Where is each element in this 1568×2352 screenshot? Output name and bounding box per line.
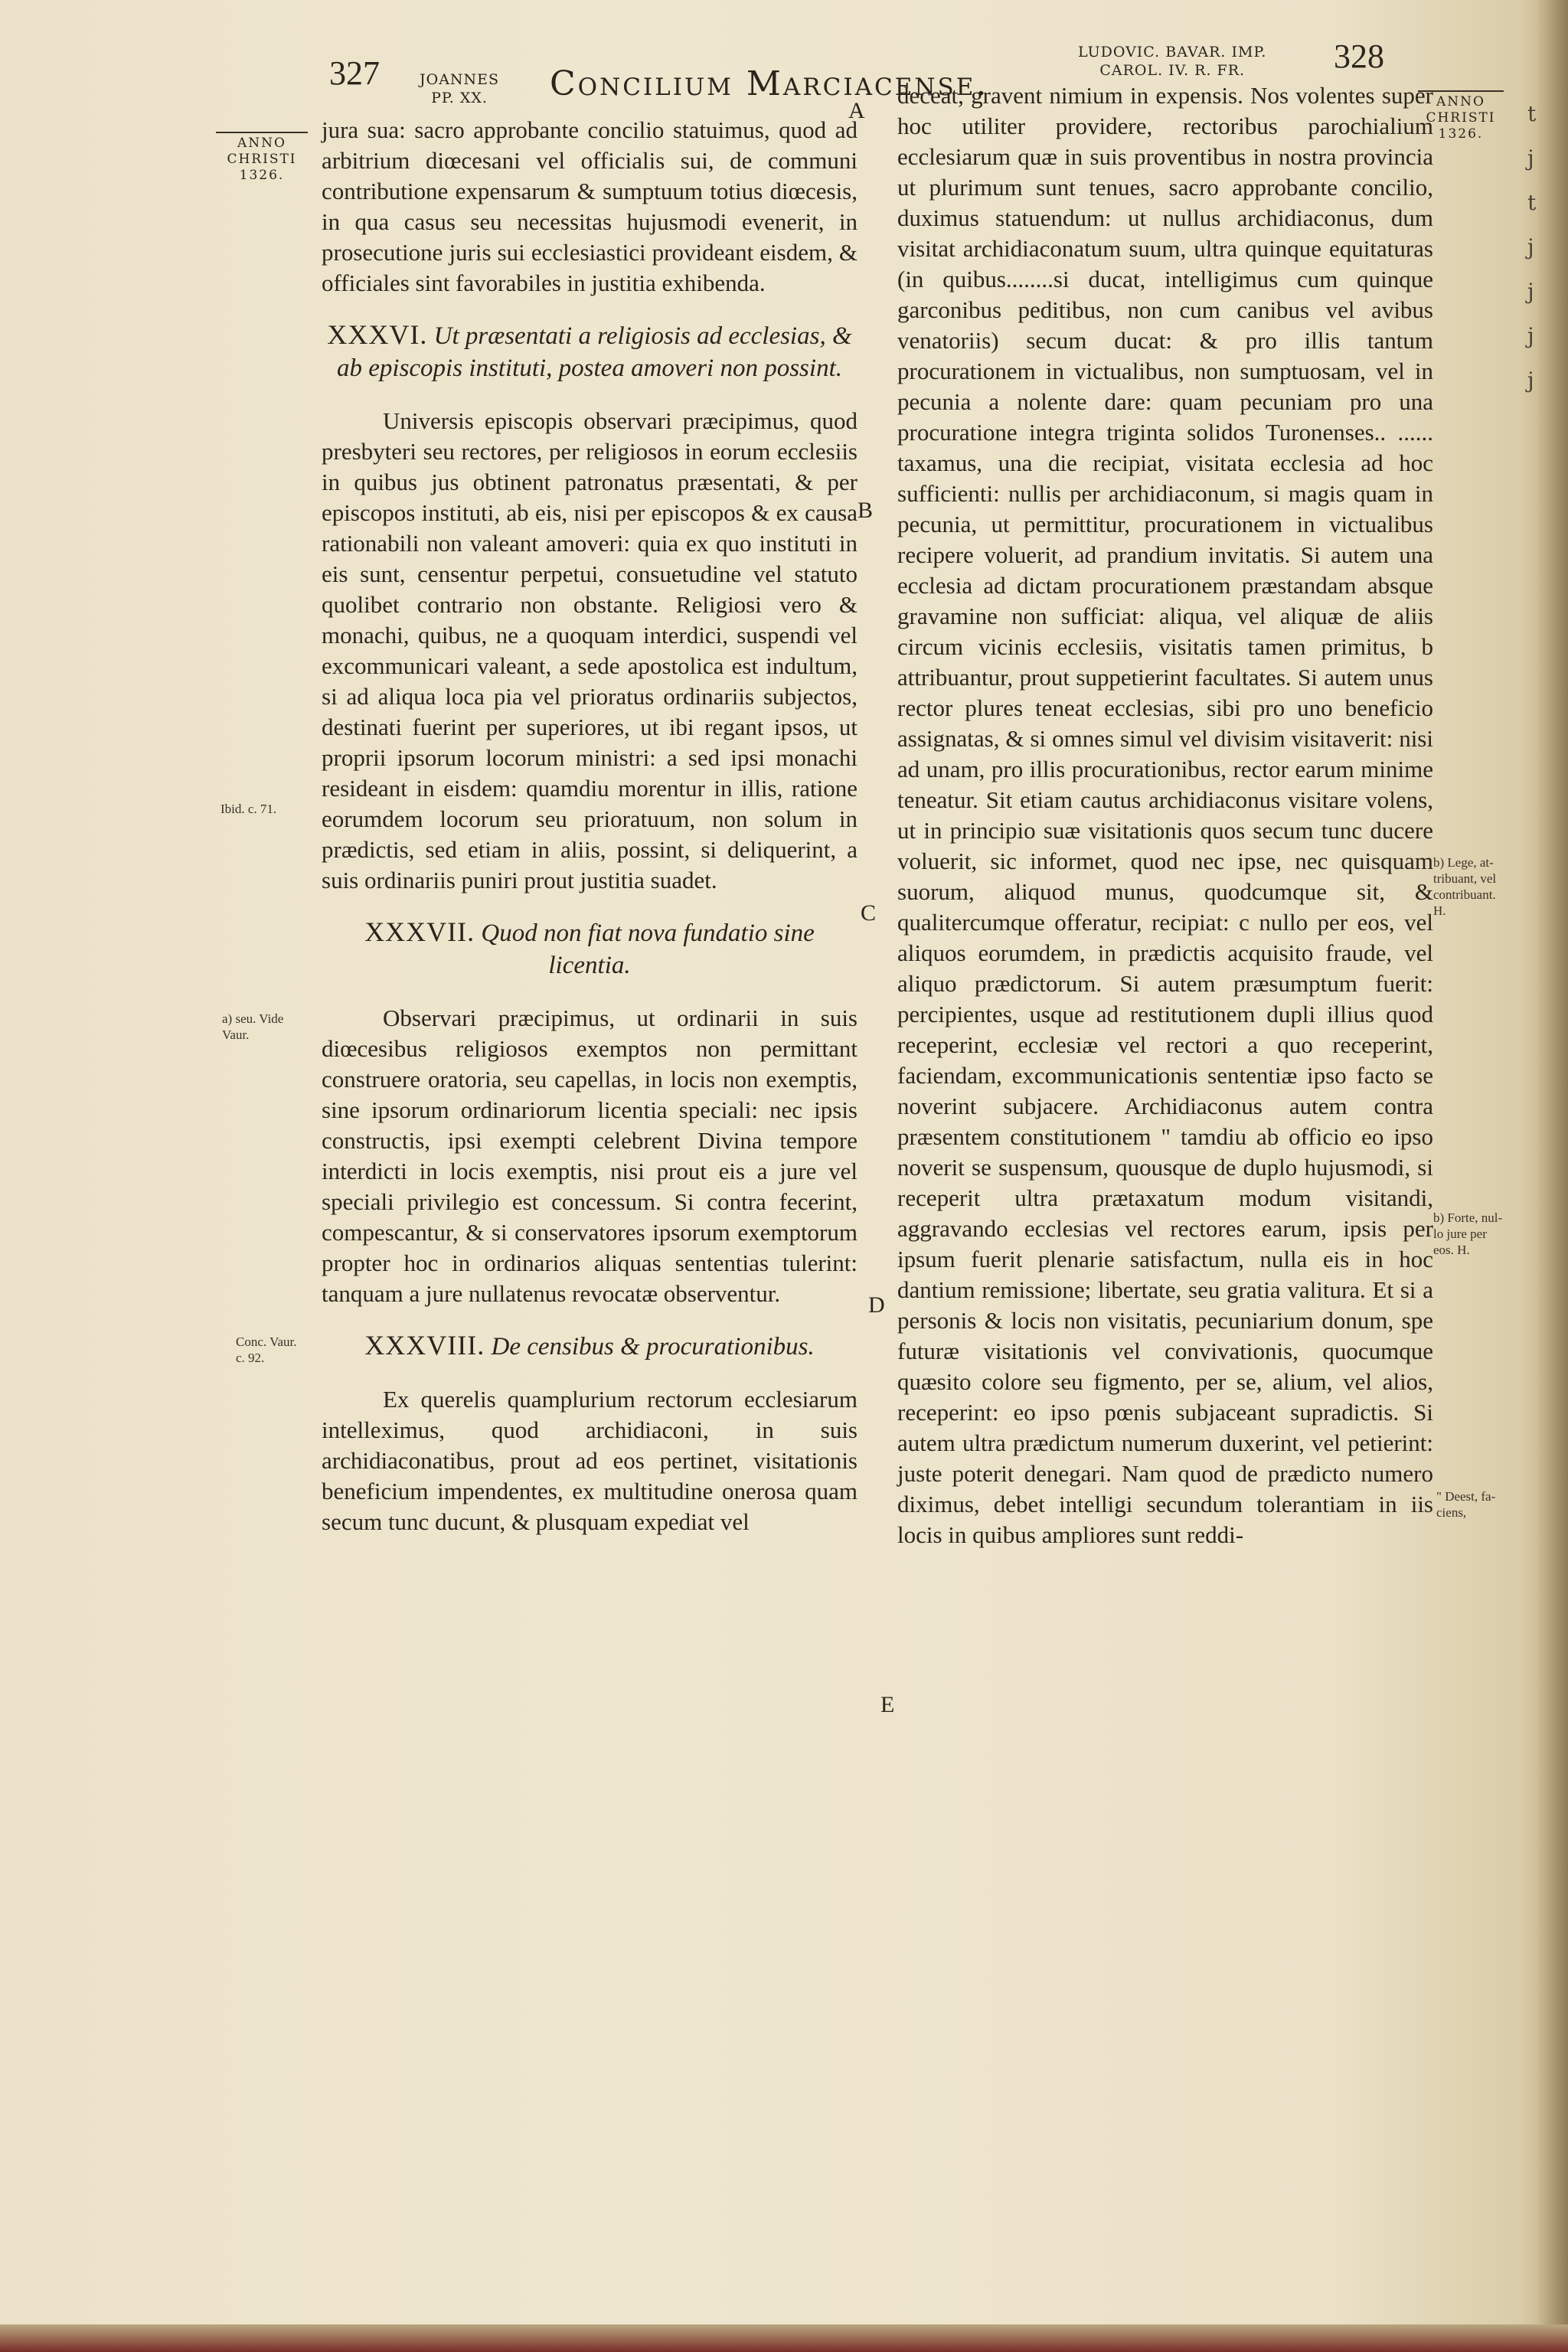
right-column [897, 80, 1433, 1569]
section-title: De censibus & procurationibus. [491, 1333, 815, 1361]
left-para-3: Observari præcipimus, ut ordinarii in suis diœcesibus religiosos exemptos non permittant construere oratoria, seu capellas, in locis non exemptis, sine ipsorum ordinariorum licentia speciali: nec ipsis constructis, ipsi exempti celebrent Divina tempore interdicti in locis exemptis, nisi prout eis a jure vel speciali privilegio est concessum. Si contra fecerint, compescantur, & si conservatores ipsorum exemptorum propter hoc in ordinarios aliquas sententias tulerint: tanquam a jure nullatenus revocatæ observentur. [322, 1004, 858, 1307]
section-letter-c: C [861, 900, 877, 926]
left-running-head: JOANNES PP. XX. [420, 71, 500, 106]
margin-note-d: " Deest, fa- ciens, [1436, 1489, 1496, 1520]
section-xxxvi-heading [322, 318, 858, 384]
section-letter-e: E [880, 1692, 895, 1717]
right-para-1: deceat, gravent nimium in expensis. Nos volentes super hoc utiliter providere, rectoribus parochialium ecclesiarum quæ in suis proventibus in nostra provincia ut plurimum sunt tenues, sacro approbante concilio, duximus statuendum: ut nullus archidiaconus, dum visitat archidiaconatum suum, ultra quinque equitaturas (in quibus........si ducat, intelligimus cum quinque garconibus peditibus, non cum canibus vel avibus venatoriis) secum ducat: & pro illis tantum procurationem in victualibus, non sumptuosam, vel in pecunia a nolente dare: quam pecuniam pro una procuratione integra triginta solidos Turonenses.. ...... taxamus, una die recipiat, visitata ecclesia ad hoc sufficienti: nullis per archidiaconum, si magis quam in pecunia, ut permittitur, procurationem in victualibus recipere voluerit, ad prandium invitatis. Si autem una ecclesia ad dictam procurationem præstandam absque gravamine non sufficiat: aliqua, vel aliquæ de aliis circum vicinis ecclesiis, visitatis tamen primitus, b attribuantur, prout suppetierint facultates. Si autem unus rector plures teneat ecclesias, sibi pro uno beneficio assignatas, & si omnes simul vel divisim visitaverit: nisi ad unam, pro illis procurationibus, rector earum minime teneatur. Sit etiam cautus archidiaconus visitare volens, ut in principio suæ visitationis quos secum tunc ducere voluerit, sic informet, quod nec ipse, nec quisquam suorum, aliquod munus, quodcumque sit, & qualitercumque offeratur, recipiat: c nullo per eos, vel aliquos eorumdem, in prædictis acquisito fraude, vel aliquo prædictorum. Si autem præsumptum fuerit: percipientes, usque ad restitutionem dupli illius quod receperint, ecclesiæ vel rectori a quo receperint, faciendam, excommunicationis sententiæ ipso facto se noverint subjacere. Archidiaconus autem contra præsentem constitutionem " tamdiu ab officio eo ipso noverit se suspensum, quousque de duplo hujusmodi, si receperit ultra prætaxatum modum visitandi, aggravando ecclesias vel rectores earum, ipsis per ipsum fuerit plenarie satisfactum, nulla eis in hoc dantium remissione; libertate, seu gratia valitura. Et si a personis & locis non visitatis, pecuniarium donum, spe futuræ visitationis vel convivationis, quocumque quæsito colore seu figmento, per se, alium, vel alios, receperint: eo ipso pœnis subjaceant supradictis. Si autem ultra prædictum numerum duxerint, vel petierint: juste poterit denegari. Nam quod de prædicto numero diximus, debet intelligi secundum tolerantiam in iis locis in quibus ampliores sunt reddi- [897, 82, 1433, 1548]
section-number: XXXVIII. [364, 1330, 485, 1361]
margin-ref-ibid: Ibid. c. 71. [220, 802, 277, 816]
anno-christi-right: ANNO CHRISTI 1326. [1418, 90, 1504, 142]
margin-note-c: b) Forte, nul- lo jure per eos. H. [1433, 1210, 1503, 1257]
right-running-head: LUDOVIC. BAVAR. IMP. CAROL. IV. R. FR. [1078, 44, 1267, 79]
left-para-4: Ex querelis quamplurium rectorum ecclesiarum intelleximus, quod archidiaconi, in suis archidiaconatibus, prout ad eos pertinet, visitationis beneficium impendentes, ex multitudine onerosa quam secum tunc ducunt, & plusquam expediat vel [322, 1386, 858, 1535]
margin-ref-conc-vaur: Conc. Vaur. c. 92. [236, 1334, 297, 1365]
section-number: XXXVII. [364, 916, 475, 947]
margin-ref-seu-vide: a) seu. Vide Vaur. [222, 1011, 284, 1042]
section-letter-b: B [858, 498, 874, 523]
section-title: Ut præsentati a religiosis ad ecclesias, & ab episcopis instituti, postea amoveri non possint. [337, 322, 852, 382]
section-letter-a: A [848, 98, 865, 123]
section-title: Quod non fiat nova fundatio sine licentia. [481, 920, 815, 979]
left-para-2: Universis episcopis observari præcipimus, quod presbyteri seu rectores, per religiosos in eorum ecclesiis in quibus jus obtinent patronatus præsentati, & per episcopos instituti, ab eis, nisi per episcopos & ex causa rationabili non valeant amoveri: quia ex quo instituti in eis sunt, censentur perpetui, consuetudine vel statuto quolibet contrario non obstante. Religiosi vero & monachi, quibus, ne a quoquam interdici, suspendi vel excommunicari valeant, a sede apostolica est indultum, si ad aliqua loca pia vel prioratus ordinariis subjectos, destinati fuerint per superiores, ut ibi regant ipsos, ut proprii ipsorum locorum ministri: a sed ipsi monachi resideant in eisdem: quamdiu morentur in illis, ratione eorumdem locorum seu prioratuum, non solum in prædictis, sed etiam in aliis, possint, si deliquerint, a suis ordinariis puniri prout justitia suadet. [322, 407, 858, 893]
section-letter-d: D [868, 1292, 885, 1318]
section-xxxviii-heading [322, 1329, 858, 1363]
next-page-fragments: t j t j j j j [1527, 101, 1537, 393]
margin-note-b: b) Lege, at- tribuant, vel contribuant. H. [1433, 855, 1497, 918]
right-page-number: 328 [1334, 38, 1384, 75]
anno-christi-left: ANNO CHRISTI 1326. [216, 132, 308, 184]
section-xxxvii-heading [322, 916, 858, 982]
section-number: XXXVI. [327, 319, 428, 350]
left-para-1: jura sua: sacro approbante concilio statuimus, quod ad arbitrium diœcesani vel officialis sui, de communi contributione expensarum & sumptuum totius diœcesis, in qua casus seu necessitas hujusmodi evenerit, in prosecutione juris sui ecclesiastici provideant eisdem, & officiales sint favorabiles in justitia exhibenda. [322, 116, 858, 296]
left-column [322, 115, 858, 1556]
left-page-number: 327 [329, 54, 380, 92]
page-title: Concilium Marciacense. [550, 64, 989, 103]
page-edge-bottom [0, 2324, 1568, 2352]
